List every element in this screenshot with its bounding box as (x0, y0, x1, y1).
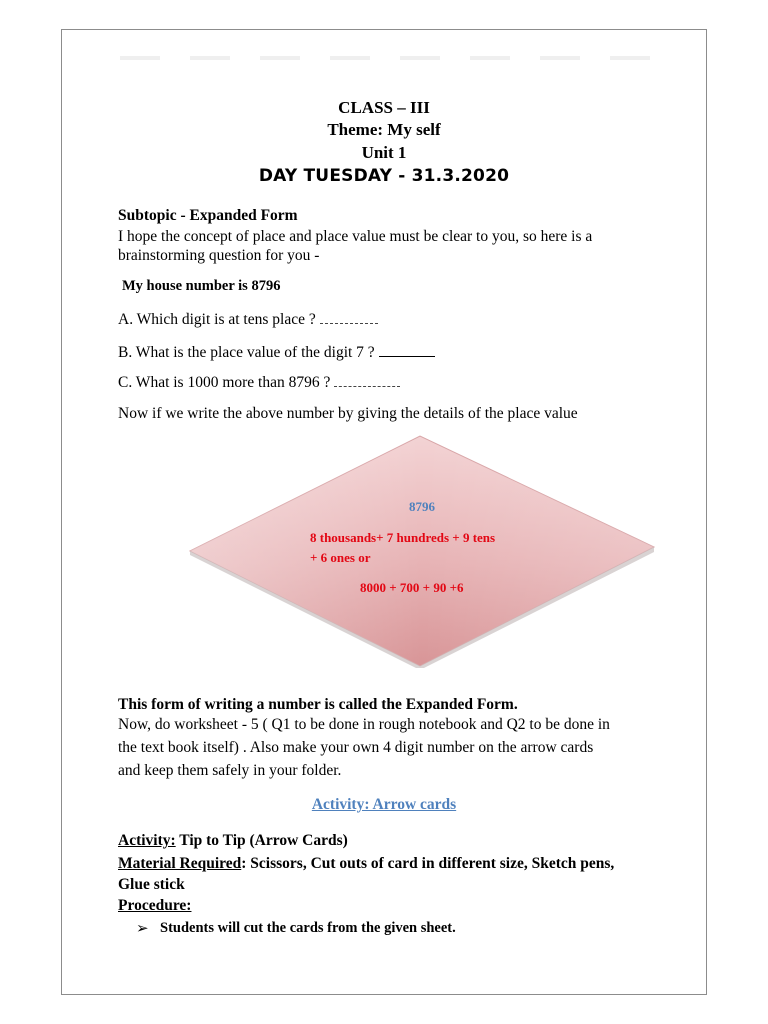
worksheet-line-1: Now, do worksheet - 5 ( Q1 to be done in rough notebook and Q2 to be done in (118, 716, 610, 733)
question-b-text: B. What is the place value of the digit 7 ? (118, 344, 375, 361)
house-number-text: My house number is 8796 (122, 278, 281, 294)
material-label: Material Required (118, 855, 242, 872)
worksheet-line-2: the text book itself) . Also make your own 4 digit number on the arrow cards (118, 739, 594, 756)
procedure-label: Procedure: (118, 897, 192, 914)
intro-line-2: brainstorming question for you - (118, 247, 320, 264)
question-b (118, 344, 435, 362)
diamond-shape (188, 434, 656, 668)
activity-value: Tip to Tip (Arrow Cards) (175, 832, 348, 849)
activity-line (118, 832, 348, 850)
material-line-2: Glue stick (118, 876, 185, 893)
procedure-step-1: Students will cut the cards from the given sheet. (160, 920, 456, 936)
class-title: CLASS – III (338, 98, 430, 117)
answer-blank-a[interactable] (320, 323, 378, 324)
diamond-line-2: + 6 ones or (310, 550, 371, 565)
material-line (118, 855, 614, 873)
diamond-number: 8796 (409, 499, 435, 514)
question-a-text: A. Which digit is at tens place ? (118, 311, 316, 328)
unit-title: Unit 1 (361, 143, 407, 162)
expanded-form-diamond (188, 434, 656, 668)
subtopic-heading: Subtopic - Expanded Form (118, 207, 298, 224)
faint-header-artifact (120, 56, 650, 60)
diamond-line-1: 8 thousands+ 7 hundreds + 9 tens (310, 530, 496, 545)
question-a (118, 311, 378, 329)
answer-blank-c[interactable] (334, 386, 400, 387)
worksheet-line-3: and keep them safely in your folder. (118, 762, 342, 779)
answer-blank-b[interactable] (379, 356, 435, 357)
question-c (118, 374, 400, 392)
lead-in-text: Now if we write the above number by giving the details of the place value (118, 405, 578, 422)
day-date-title: DAY TUESDAY - 31.3.2020 (258, 166, 510, 186)
theme-title: Theme: My self (327, 120, 441, 139)
intro-line-1: I hope the concept of place and place value must be clear to you, so here is a (118, 228, 593, 245)
activity-arrow-cards-link[interactable]: Activity: Arrow cards (311, 796, 457, 813)
expanded-form-heading: This form of writing a number is called the Expanded Form. (118, 696, 518, 713)
activity-label: Activity: (118, 832, 176, 849)
question-c-text: C. What is 1000 more than 8796 ? (118, 374, 331, 391)
material-value: : Scissors, Cut outs of card in different size, Sketch pens, (241, 855, 615, 872)
diamond-line-3: 8000 + 700 + 90 +6 (360, 580, 464, 595)
arrow-bullet-icon: ➢ (136, 921, 149, 937)
